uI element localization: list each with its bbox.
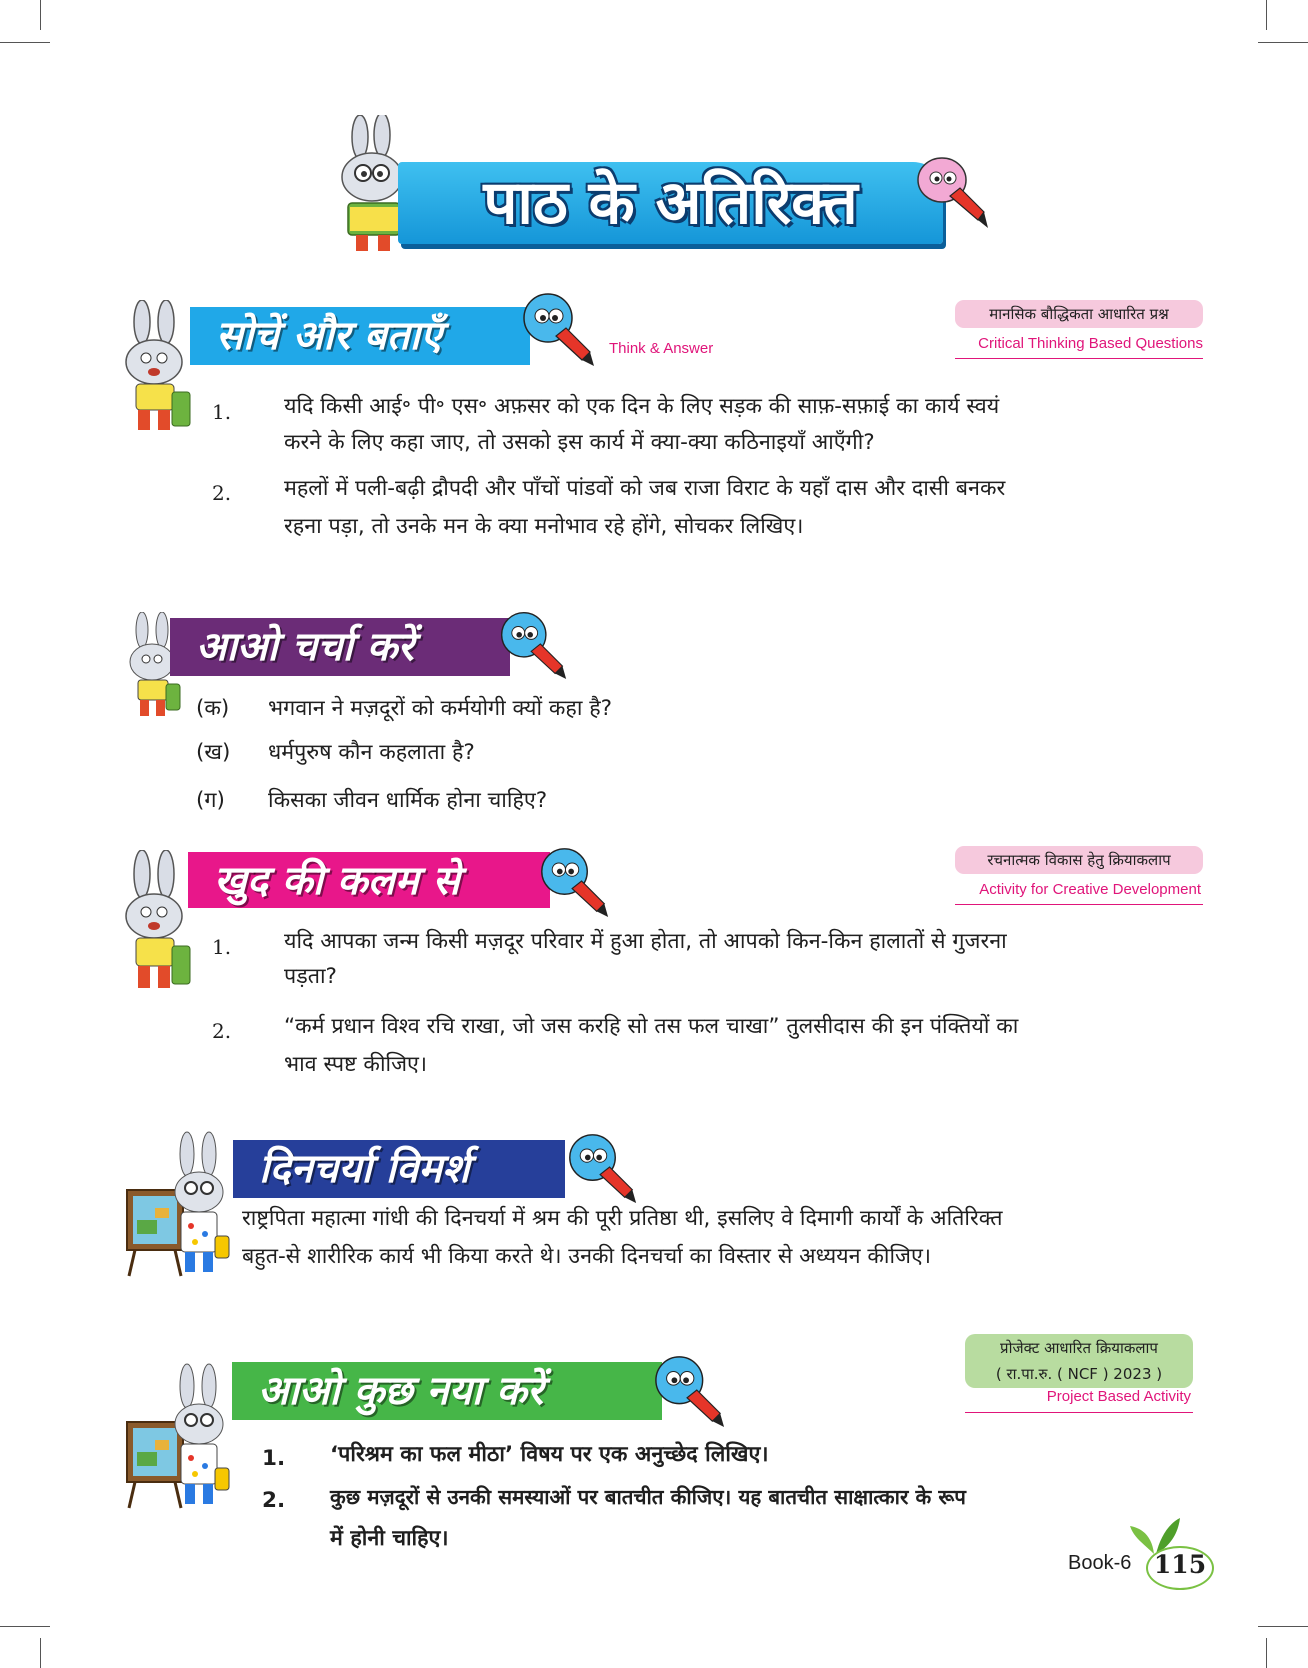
page-number: 115 [1153,1550,1207,1579]
pen-tag-en: Activity for Creative Development [979,881,1201,898]
rabbit-painter-icon [125,1362,235,1512]
discuss-item-2-text: धर्मपुरुष कौन कहलाता है? [268,740,475,765]
pen-item-1-line-1: यदि आपका जन्म किसी मज़दूर परिवार में हुआ होता, तो आपको किन-किन हालातों से गुजरना [284,929,1007,954]
page-title: पाठ के अतिरिक्त [483,168,858,238]
crop-mark [1258,1626,1308,1627]
think-item-1-line-1: यदि किसी आई॰ पी॰ एस॰ अफ़सर को एक दिन के लिए सड़क की साफ़-सफ़ाई का कार्य स्वयं [284,394,1000,419]
pen-tag-hi: रचनात्मक विकास हेतु क्रियाकलाप [955,846,1203,874]
crop-mark [0,42,50,43]
think-item-1-line-2: करने के लिए कहा जाए, तो उसको इस कार्य में क्या-क्या कठिनाइयाँ आएँगी? [284,430,875,455]
crop-mark [0,1626,50,1627]
project-item-2-line-1: कुछ मज़दूरों से उनकी समस्याओं पर बातचीत कीजिए। यह बातचीत साक्षात्कार के रूप [330,1485,966,1509]
pencil-mascot-icon [498,608,568,680]
think-section-title: सोचें और बताएँ [216,312,443,359]
routine-section-title: दिनचर्या विमर्श [259,1145,470,1192]
pen-tag-rule [955,904,1203,905]
discuss-item-1-text: भगवान ने मज़दूरों को कर्मयोगी क्यों कहा है? [268,696,613,721]
think-section-banner [190,307,530,365]
crop-mark [40,1638,41,1668]
pencil-mascot-icon [912,152,990,230]
think-tag-rule [955,358,1203,359]
pen-item-1-line-2: पड़ता? [284,964,337,989]
discuss-section-banner [170,618,510,676]
project-item-2-line-2: में होनी चाहिए। [330,1526,449,1551]
think-item-2-line-2: रहना पड़ा, तो उनके मन के क्या मनोभाव रहे होंगे, सोचकर लिखिए। [284,514,804,539]
pencil-mascot-icon [652,1352,726,1428]
routine-line-1: राष्ट्रपिता महात्मा गांधी की दिनचर्या में श्रम की पूरी प्रतिष्ठा थी, इसलिए वे दिमागी कार्यों के अतिरिक्त [242,1206,1003,1231]
think-item-2-line-1: महलों में पली-बढ़ी द्रौपदी और पाँचों पांडवों को जब राजा विराट के यहाँ दास और दासी बनकर [284,476,1006,501]
project-section-title: आओ कुछ नया करें [258,1367,544,1414]
pen-item-2-number: 2. [212,1019,232,1043]
pen-item-2-line-1: “कर्म प्रधान विश्व रचि राखा, जो जस करहि सो तस फल चाखा” तुलसीदास की इन पंक्तियों का [284,1014,1019,1039]
project-tag-rule [965,1412,1193,1413]
discuss-item-2-number: (ख) [196,740,231,765]
crop-mark [1266,0,1267,30]
discuss-item-3-number: (ग) [196,788,225,813]
crop-mark [1266,1638,1267,1668]
routine-section-banner [233,1140,565,1198]
think-tag-hi: मानसिक बौद्धिकता आधारित प्रश्न [955,300,1203,328]
pen-item-1-number: 1. [212,935,232,959]
pencil-mascot-icon [538,844,610,918]
think-item-1-number: 1. [212,400,232,424]
think-label-en: Think & Answer [609,340,714,357]
discuss-item-3-text: किसका जीवन धार्मिक होना चाहिए? [268,788,548,813]
project-section-banner [232,1362,662,1420]
rabbit-mascot-icon [112,300,200,440]
project-item-1-line-1: ‘परिश्रम का फल मीठा’ विषय पर एक अनुच्छेद लिखिए। [330,1442,769,1467]
crop-mark [1258,42,1308,43]
project-tag-en: Project Based Activity [1046,1388,1191,1405]
routine-line-2: बहुत-से शारीरिक कार्य भी किया करते थे। उनकी दिनचर्चा का विस्तार से अध्ययन कीजिए। [242,1244,932,1269]
pencil-mascot-icon [566,1130,638,1204]
project-tag-hi-1: प्रोजेक्ट आधारित क्रियाकलाप [1000,1339,1158,1357]
project-item-1-number: 1. [262,1446,286,1471]
rabbit-painter-icon [125,1130,235,1280]
pen-item-2-line-2: भाव स्पष्ट कीजिए। [284,1052,428,1077]
book-label: Book-6 [1068,1552,1132,1574]
discuss-item-1-number: (क) [196,696,230,721]
pencil-mascot-icon [520,290,596,366]
pen-section-banner [188,852,550,908]
project-item-2-number: 2. [262,1488,286,1513]
discuss-section-title: आओ चर्चा करें [196,623,414,670]
project-tag-hi-2: ( रा.पा.रु. ( NCF ) 2023 ) [995,1365,1163,1383]
pen-section-title: खुद की कलम से [214,857,460,904]
rabbit-mascot-icon [112,850,200,1000]
think-tag-en: Critical Thinking Based Questions [978,335,1203,352]
crop-mark [40,0,41,30]
think-item-2-number: 2. [212,481,232,505]
